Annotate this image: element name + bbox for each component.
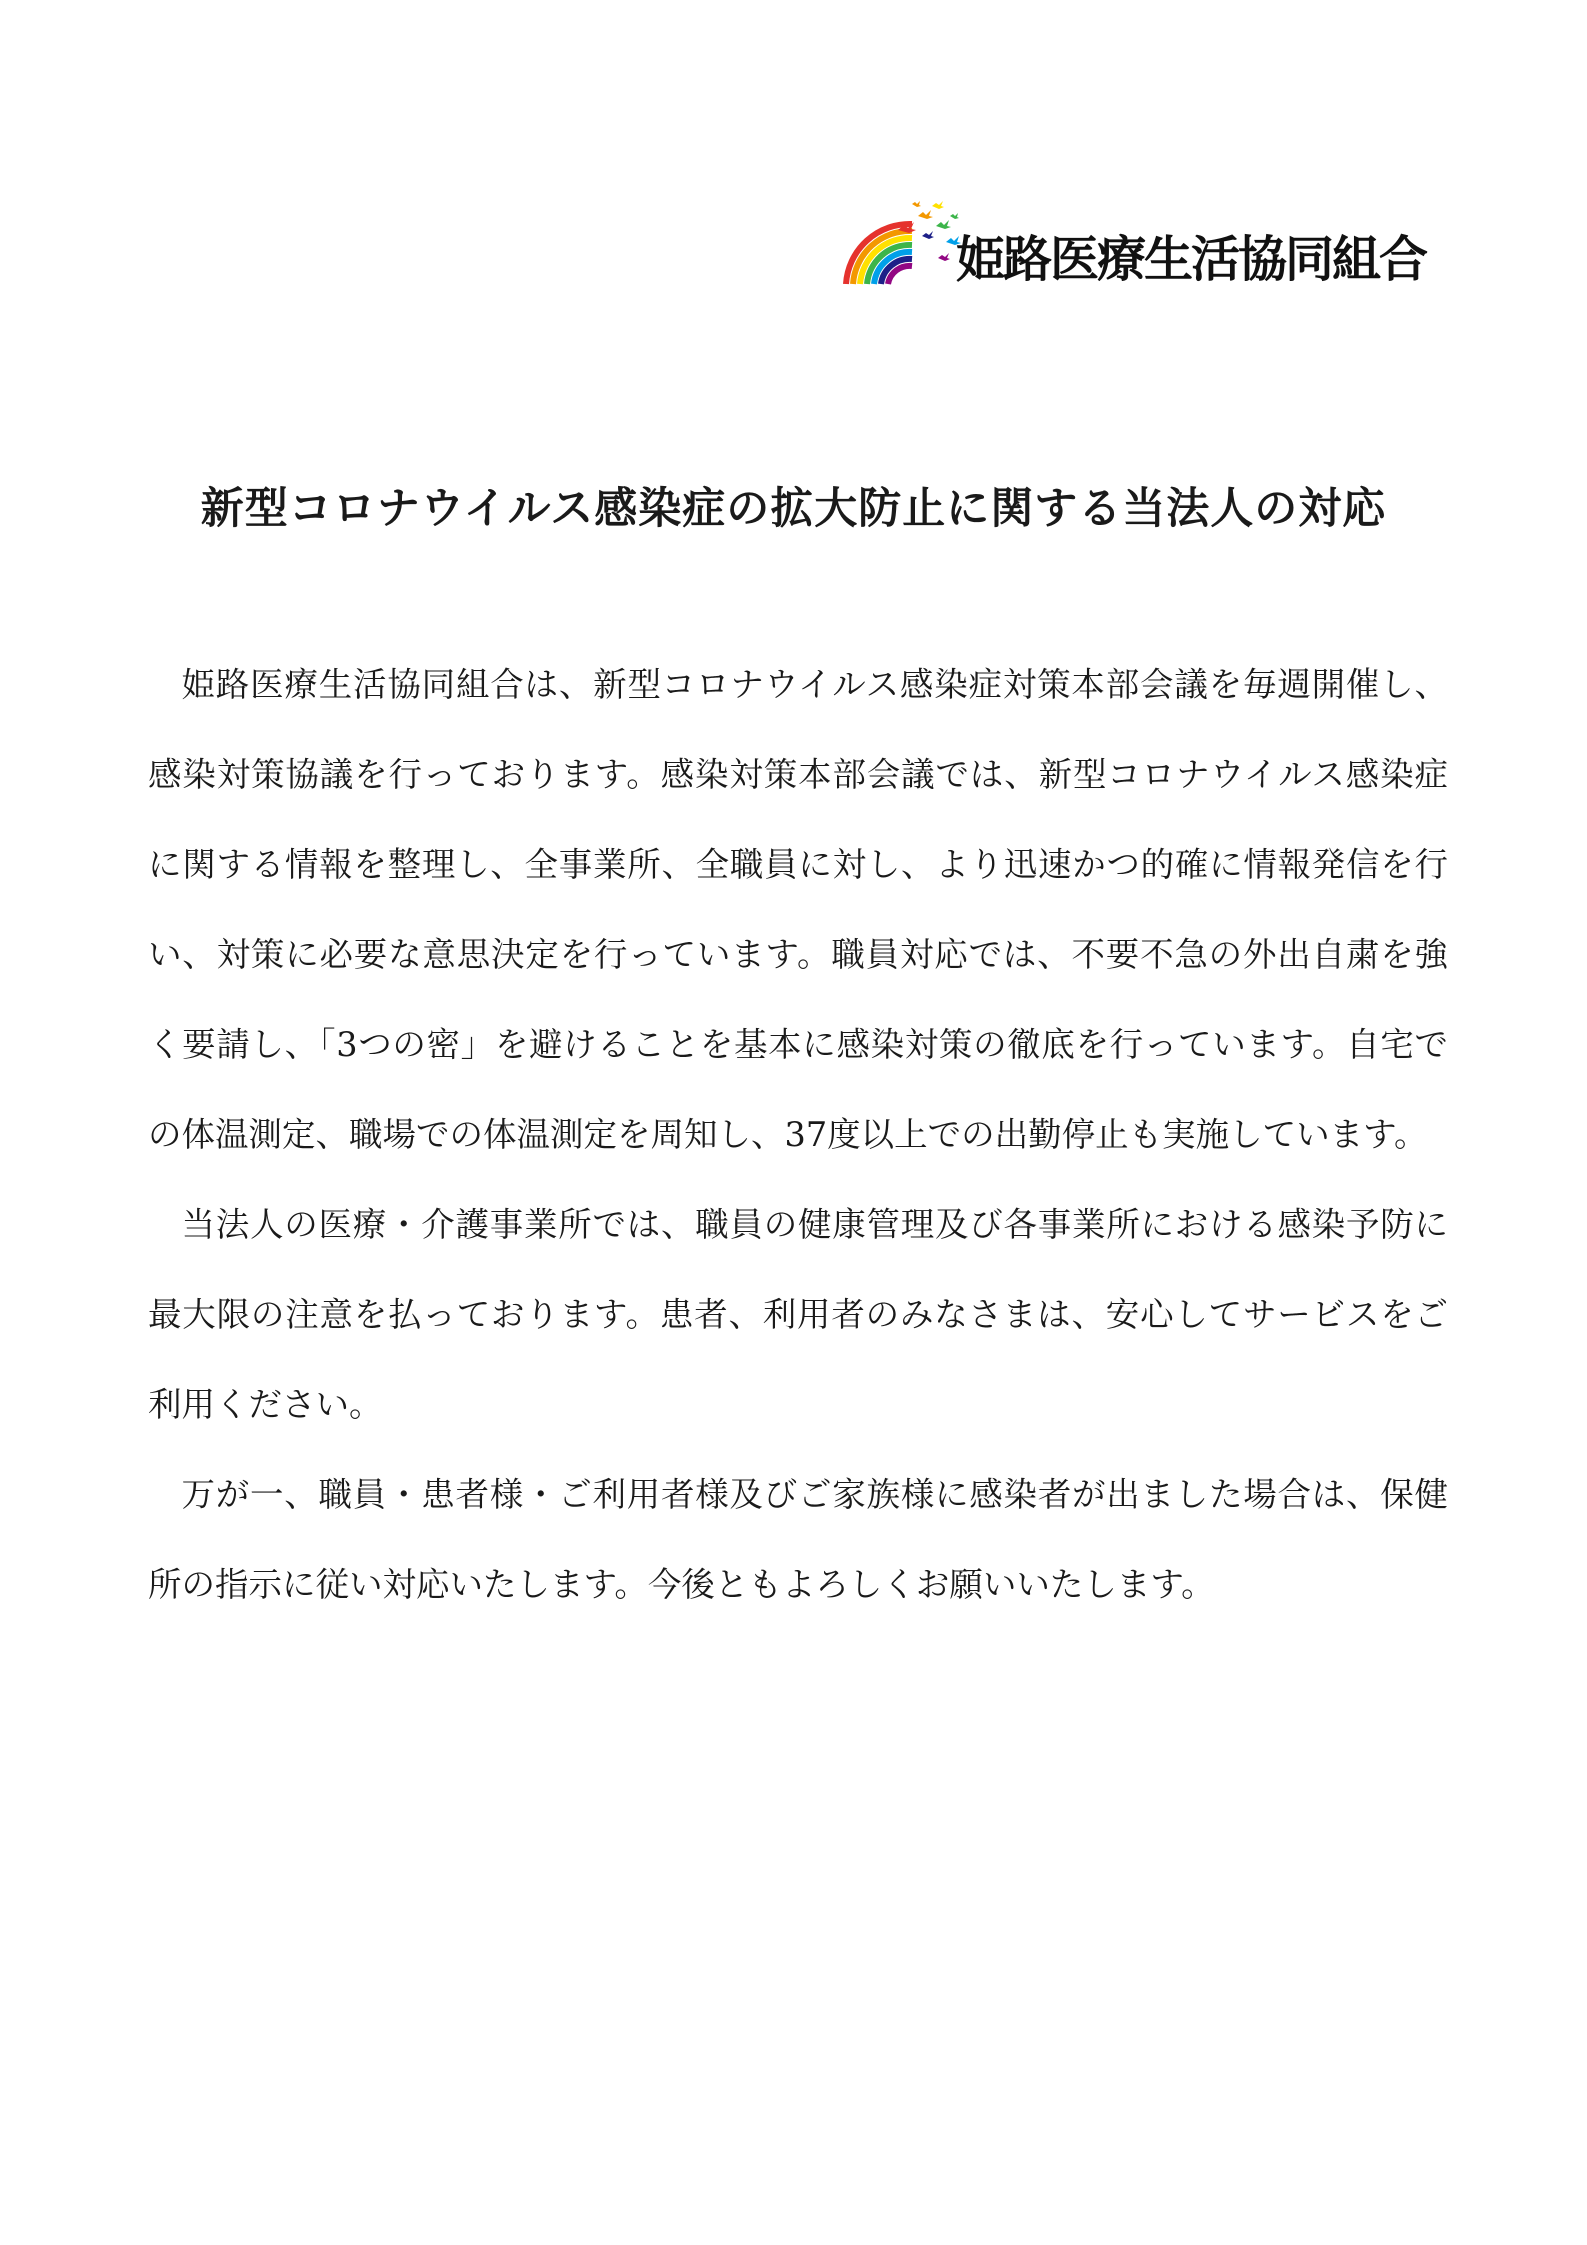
organization-name: 姫路医療生活協同組合 [956,231,1427,288]
document-title: 新型コロナウイルス感染症の拡大防止に関する当法人の対応 [200,483,1387,534]
paragraph-1: 姫路医療生活協同組合は、新型コロナウイルス感染症対策本部会議を毎週開催し、感染対策協議を行っております。感染対策本部会議では、新型コロナウイルス感染症に関する情報を整理し、全事業所、全職員に対し、より迅速かつ的確に情報発信を行い、対策に必要な意思決定を行っています。職員対応では、不要不急の外出自粛を強く要請し、「3つの密」を避けることを基本に感染対策の徹底を行っています。自宅での体温測定、職場での体温測定を周知し、37度以上での出勤停止も実施しています。 [148,665,1448,1154]
document-body [148,640,1448,1630]
organization-logo [842,200,1442,300]
rainbow-birds-logo-icon [842,200,962,290]
paragraph-2: 当法人の医療・介護事業所では、職員の健康管理及び各事業所における感染予防に最大限の注意を払っております。患者、利用者のみなさまは、安心してサービスをご利用ください。 [148,1205,1448,1424]
paragraph-3: 万が一、職員・患者様・ご利用者様及びご家族様に感染者が出ました場合は、保健所の指示に従い対応いたします。今後ともよろしくお願いいたします。 [148,1475,1448,1604]
